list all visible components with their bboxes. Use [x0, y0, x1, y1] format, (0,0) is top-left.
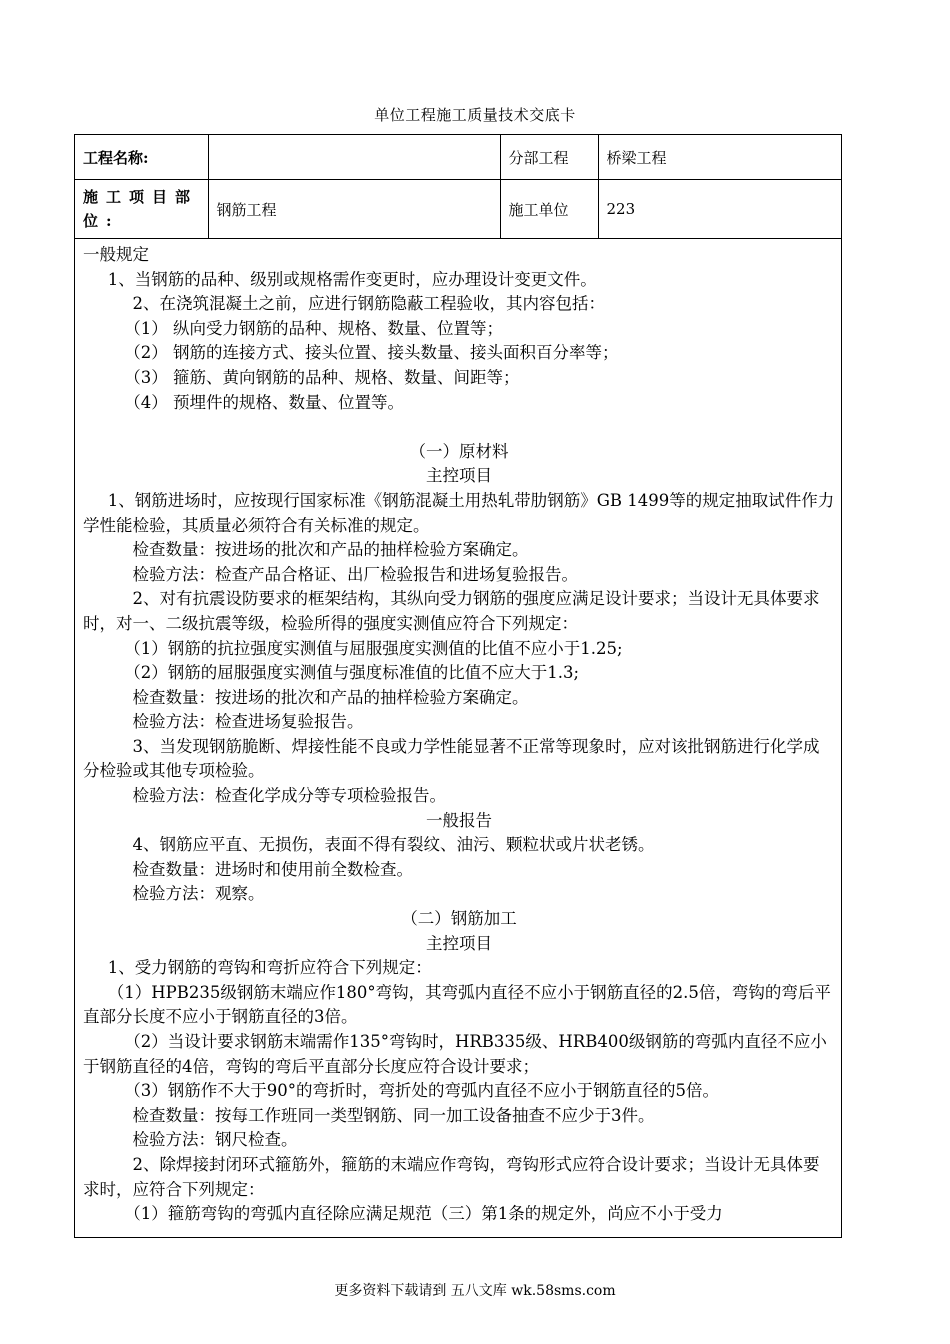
content-paragraph: 主控项目 — [426, 466, 492, 486]
footer-note: 更多资料下载请到 五八文库 wk.58sms.com — [334, 1283, 616, 1299]
content-paragraph: （3）钢筋作不大于90°的弯折时，弯折处的弯弧内直径不应小于钢筋直径的5倍。 — [124, 1081, 719, 1101]
content-paragraph: （2） 钢筋的连接方式、接头位置、接头数量、接头面积百分率等； — [124, 343, 619, 363]
project-name-value — [208, 135, 500, 180]
content-paragraph: 检验方法：检查进场复验报告。 — [132, 712, 364, 732]
division-label: 分部工程 — [500, 135, 598, 180]
content-paragraph: 检验方法：钢尺检查。 — [132, 1130, 298, 1150]
content-paragraph: 一般报告 — [426, 810, 492, 830]
project-name-label: 工程名称: — [75, 135, 208, 180]
content-paragraph: 1、钢筋进场时，应按现行国家标准《钢筋混凝土用热轧带肋钢筋》GB 1499等的规定抽取试件作力学性能检验，其质量必须符合有关标准的规定。 — [83, 490, 835, 535]
content-paragraph: 4、钢筋应平直、无损伤，表面不得有裂纹、油污、颗粒状或片状老锈。 — [132, 835, 655, 855]
content-paragraph: 2、除焊接封闭环式箍筋外，箍筋的末端应作弯钩，弯钩形式应符合设计要求；当设计无具体要求时，应符合下列规定： — [83, 1154, 820, 1199]
content-paragraph: 1、受力钢筋的弯钩和弯折应符合下列规定： — [107, 958, 432, 978]
content-paragraph: 3、当发现钢筋脆断、焊接性能不良或力学性能显著不正常等现象时，应对该批钢筋进行化学成分检验或其他专项检验。 — [83, 736, 820, 781]
content-paragraph: 2、在浇筑混凝土之前，应进行钢筋隐蔽工程验收，其内容包括： — [132, 294, 605, 314]
unit-label: 施工单位 — [500, 180, 598, 239]
content-paragraph: （1）箍筋弯钩的弯弧内直径除应满足规范（三）第1条的规定外，尚应不小于受力 — [124, 1204, 723, 1224]
document-title: 单位工程施工质量技术交底卡 — [374, 106, 576, 124]
content-paragraph: 检查数量：按进场的批次和产品的抽样检验方案确定。 — [132, 540, 529, 560]
header-table — [75, 135, 841, 239]
item-label: 施工项目部位: — [75, 180, 208, 239]
content-paragraph: （3） 箍筋、黄向钢筋的品种、规格、数量、间距等； — [124, 367, 520, 387]
content-paragraph: （1）钢筋的抗拉强度实测值与屈服强度实测值的比值不应小于1.25; — [124, 638, 623, 658]
content-paragraph: （1） 纵向受力钢筋的品种、规格、数量、位置等； — [124, 318, 503, 338]
unit-value: 223 — [598, 180, 841, 239]
content-paragraph: （4） 预埋件的规格、数量、位置等。 — [124, 392, 404, 412]
content-paragraph — [83, 415, 835, 440]
content-paragraph: 检查数量：进场时和使用前全数检查。 — [132, 859, 413, 879]
item-value: 钢筋工程 — [208, 180, 500, 239]
content-paragraph: 检查数量：按每工作班同一类型钢筋、同一加工设备抽查不应少于3件。 — [132, 1105, 655, 1125]
content-paragraph: 检验方法：检查产品合格证、出厂检验报告和进场复验报告。 — [132, 564, 578, 584]
content-paragraph: （2）钢筋的屈服强度实测值与强度标准值的比值不应大于1.3; — [124, 663, 580, 683]
content-paragraph: 主控项目 — [426, 933, 492, 953]
content-paragraph: 2、对有抗震设防要求的框架结构，其纵向受力钢筋的强度应满足设计要求；当设计无具体要求时，对一、二级抗震等级，检验所得的强度实测值应符合下列规定： — [83, 589, 820, 633]
content-paragraph: 1、当钢筋的品种、级别或规格需作变更时，应办理设计变更文件。 — [107, 269, 597, 289]
content-body — [75, 239, 841, 1227]
content-paragraph: 检验方法：检查化学成分等专项检验报告。 — [132, 786, 446, 806]
content-paragraph: 一般规定 — [83, 245, 149, 264]
content-paragraph: （2）当设计要求钢筋末端需作135°弯钩时，HRB335级、HRB400级钢筋的弯弧内直径不应小于钢筋直径的4倍，弯钩的弯后平直部分长度应符合设计要求； — [83, 1032, 827, 1076]
disclosure-card — [74, 134, 842, 1238]
content-paragraph: （一）原材料 — [409, 441, 509, 461]
content-paragraph: （二）钢筋加工 — [401, 909, 517, 929]
division-value: 桥梁工程 — [598, 135, 841, 180]
content-paragraph: 检查数量：按进场的批次和产品的抽样检验方案确定。 — [132, 687, 529, 707]
content-paragraph: （1）HPB235级钢筋末端应作180°弯钩，其弯弧内直径不应小于钢筋直径的2.5倍，弯钩的弯后平直部分长度不应小于钢筋直径的3倍。 — [83, 982, 831, 1027]
content-paragraph: 检验方法：观察。 — [132, 884, 265, 904]
